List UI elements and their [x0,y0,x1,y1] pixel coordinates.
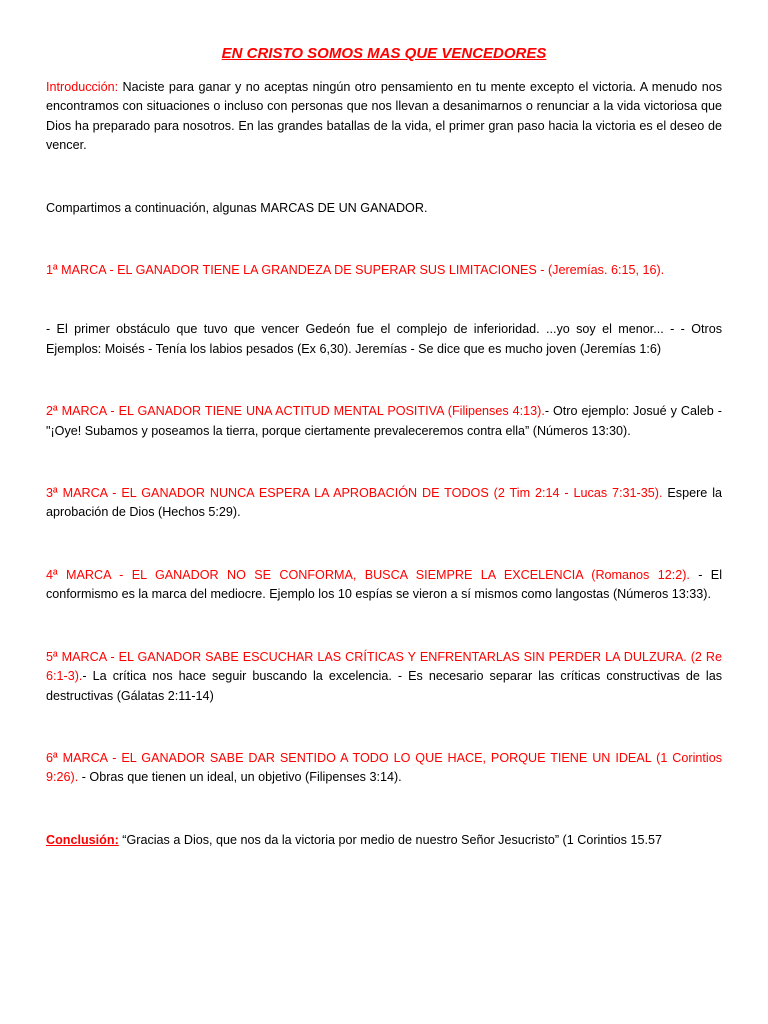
mark-5-title: 5ª MARCA - EL GANADOR SABE ESCUCHAR LAS CRÍTICAS Y ENFRENTARLAS SIN PERDER LA DULZURA. (2 Re 6:1-3). [46,649,722,684]
mark-6-text: - Obras que tienen un ideal, un objetivo (Filipenses 3:14). [78,770,402,785]
intro-label: Introducción: [46,80,119,94]
intro-paragraph [46,78,722,156]
mark-6-paragraph [46,749,722,788]
mark-3-title: 3ª MARCA - EL GANADOR NUNCA ESPERA LA APROBACIÓN DE TODOS (2 Tim 2:14 - Lucas 7:31-35). [46,486,663,501]
mark-1-title: 1ª MARCA - EL GANADOR TIENE LA GRANDEZA DE SUPERAR SUS LIMITACIONES - (Jeremías. 6:15, 16). [46,263,665,278]
mark-2-title: 2ª MARCA - EL GANADOR TIENE UNA ACTITUD MENTAL POSITIVA (Filipenses 4:13). [46,404,545,419]
mark-1-detail: - El primer obstáculo que tuvo que vencer Gedeón fue el complejo de inferioridad. ...yo soy el menor... - - Otros Ejemplos: Moisés - Tenía los labios pesados (Ex 6,30). Jeremías - Se dice que es mucho joven (Jeremías 1:6) [46,322,722,356]
mark-5-text: - La crítica nos hace seguir buscando la excelencia. - Es necesario separar las críticas constructivas de las destructivas (Gálatas 2:11-14) [46,669,722,703]
mark-2-text: - Otro ejemplo: Josué y Caleb - "¡Oye! Subamos y poseamos la tierra, porque ciertamente prevaleceremos contra ella” (Números 13:30). [46,404,722,438]
mark-1-heading [46,261,722,280]
mark-2-paragraph [46,402,722,441]
mark-4-paragraph [46,566,722,605]
intro-text: Naciste para ganar y no aceptas ningún otro pensamiento en tu mente excepto el victoria. A menudo nos encontramos con situaciones o incluso con personas que nos llevan a desanimarnos o renunciar a la vida victoriosa que Dios ha preparado para nosotros. En las grandes batallas de la vida, el primer gran paso hacia la victoria es el deseo de vencer. [46,80,722,153]
mark-4-text: - El conformismo es la marca del mediocre. Ejemplo los 10 espías se vieron a sí mismos como langostas (Números 13:33). [46,567,722,602]
mark-6-title: 6ª MARCA - EL GANADOR SABE DAR SENTIDO A TODO LO QUE HACE, PORQUE TIENE UN IDEAL (1 Corintios 9:26). [46,750,722,785]
document-page [46,44,722,850]
conclusion-paragraph [46,831,722,850]
mark-3-text: Espere la aprobación de Dios (Hechos 5:29). [46,486,722,520]
conclusion-label: Conclusión: [46,832,119,847]
mark-4-title: 4ª MARCA - EL GANADOR NO SE CONFORMA, BUSCA SIEMPRE LA EXCELENCIA (Romanos 12:2). [46,567,690,582]
document-title: EN CRISTO SOMOS MAS QUE VENCEDORES [221,45,547,62]
mark-5-paragraph [46,648,722,706]
share-paragraph: Compartimos a continuación, algunas MARCAS DE UN GANADOR. [46,200,428,215]
conclusion-text: “Gracias a Dios, que nos da la victoria por medio de nuestro Señor Jesucristo” (1 Corintios 15.57 [118,832,662,847]
mark-3-paragraph [46,484,722,523]
